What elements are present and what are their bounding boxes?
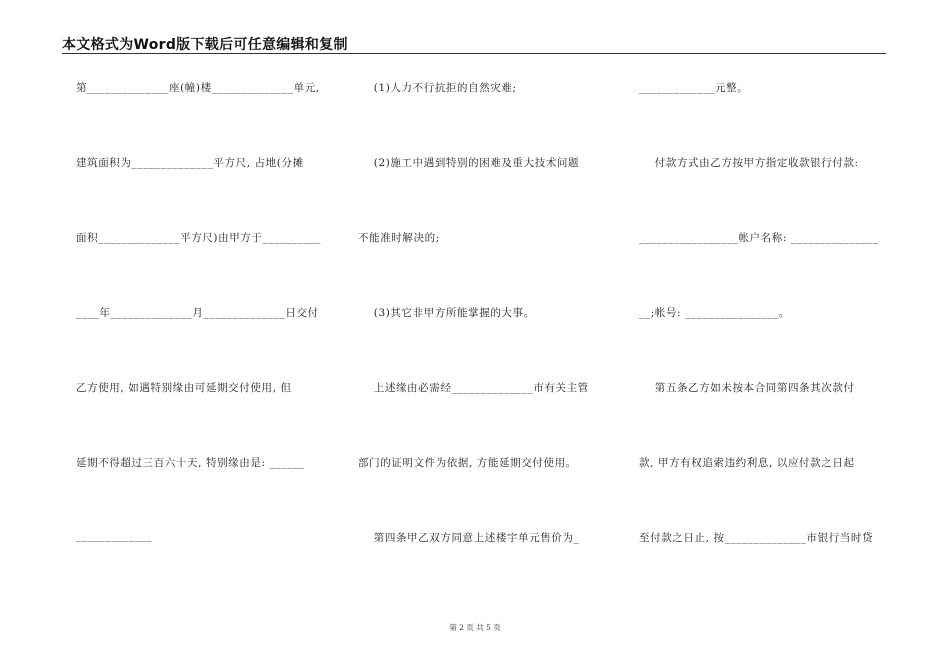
column-3-line-6: 款, 甲方有权追索违约利息, 以应付款之日起: [639, 457, 855, 469]
column-2-line-1: (1)人力不行抗拒的自然灾难;: [358, 82, 517, 94]
column-2-line-7: 第四条甲乙双方同意上述楼宇单元售价为_: [358, 532, 580, 544]
column-3-line-1: _____________元整。: [639, 82, 749, 94]
column-3-line-2: 付款方式由乙方按甲方指定收款银行付款:: [639, 157, 859, 169]
column-2-line-5: 上述缘由必需经______________市有关主管: [358, 382, 589, 394]
column-2-line-3: 不能准时解决的;: [358, 232, 440, 244]
column-2-line-4: (3)其它非甲方所能掌握的大事。: [358, 307, 535, 319]
column-3-line-4: __;帐号: ________________。: [639, 307, 790, 319]
header-divider: [62, 53, 886, 54]
column-1-line-1: 第______________座(幢)楼______________单元,: [76, 82, 320, 94]
column-1-line-4: ____年______________月______________日交付: [76, 307, 319, 319]
document-header-title: 本文格式为Word版下载后可任意编辑和复制: [62, 37, 348, 53]
column-1-line-6: 延期不得超过三百六十天, 特别缘由是: ______: [76, 457, 305, 469]
page-number-footer: 第 2 页 共 5 页: [449, 623, 501, 632]
column-3-line-7: 至付款之日止, 按______________市银行当时贷: [639, 532, 874, 544]
column-1-line-3: 面积______________平方尺)由甲方于__________: [76, 232, 321, 244]
column-1-line-5: 乙方使用, 如遇特别缘由可延期交付使用, 但: [76, 382, 292, 394]
column-2-line-2: (2)施工中遇到特别的困难及重大技术问题: [358, 157, 580, 169]
column-1-line-2: 建筑面积为______________平方尺, 占地(分摊: [76, 157, 304, 169]
column-3-line-3: _________________帐户名称: _______________: [639, 232, 879, 244]
column-3-line-5: 第五条乙方如未按本合同第四条其次款付: [639, 382, 855, 394]
column-2-line-6: 部门的证明文件为依据, 方能延期交付使用。: [358, 457, 577, 469]
column-1-line-7: _____________: [76, 530, 153, 542]
